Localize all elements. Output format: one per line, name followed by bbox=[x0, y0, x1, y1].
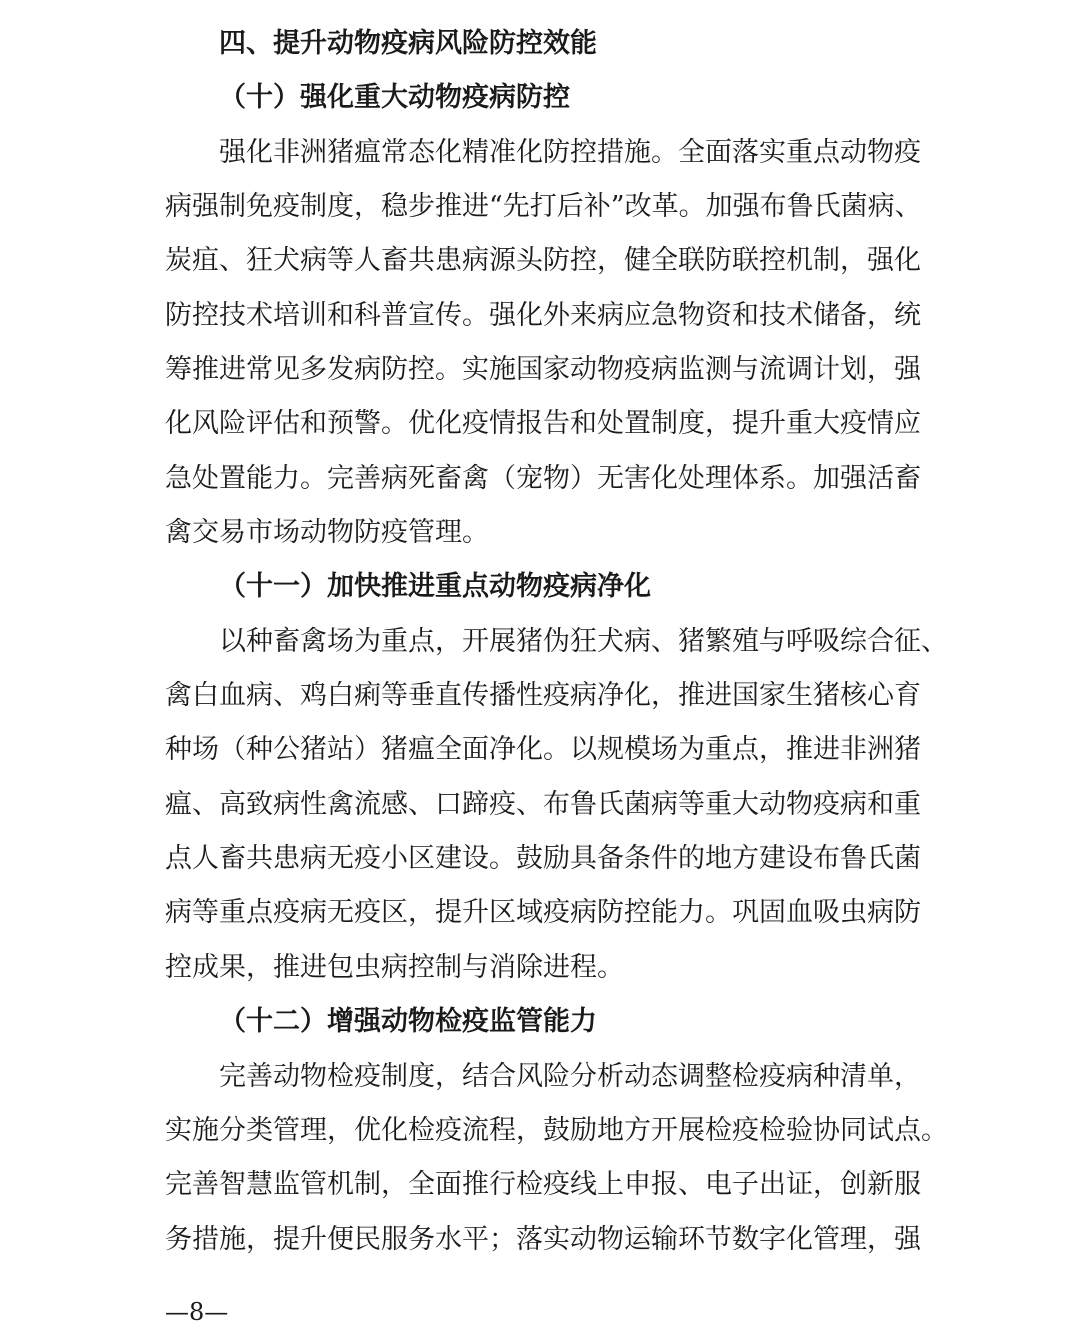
subsection-heading-12: （十二）增强动物检疫监管能力 bbox=[219, 1006, 597, 1037]
subsection-heading-10: （十）强化重大动物疫病防控 bbox=[219, 82, 570, 113]
paragraph-line: 以种畜禽场为重点，开展猪伪狂犬病、猪繁殖与呼吸综合征、 bbox=[219, 626, 948, 657]
paragraph-line: 务措施，提升便民服务水平；落实动物运输环节数字化管理，强 bbox=[165, 1224, 921, 1255]
section-heading: 四、提升动物疫病风险防控效能 bbox=[219, 28, 597, 59]
paragraph-line: 禽白血病、鸡白痢等垂直传播性疫病净化，推进国家生猪核心育 bbox=[165, 680, 921, 711]
paragraph-line: 完善动物检疫制度，结合风险分析动态调整检疫病种清单， bbox=[219, 1061, 921, 1092]
subsection-heading-11: （十一）加快推进重点动物疫病净化 bbox=[219, 571, 651, 602]
page-number: —8— bbox=[165, 1298, 229, 1326]
paragraph-line: 控成果，推进包虫病控制与消除进程。 bbox=[165, 952, 624, 983]
paragraph-line: 瘟、高致病性禽流感、口蹄疫、布鲁氏菌病等重大动物疫病和重 bbox=[165, 789, 921, 820]
paragraph-line: 种场（种公猪站）猪瘟全面净化。以规模场为重点，推进非洲猪 bbox=[165, 734, 921, 765]
paragraph-line: 病强制免疫制度，稳步推进“先打后补”改革。加强布鲁氏菌病、 bbox=[165, 191, 922, 222]
paragraph-line: 强化非洲猪瘟常态化精准化防控措施。全面落实重点动物疫 bbox=[219, 137, 921, 168]
paragraph-line: 完善智慧监管机制，全面推行检疫线上申报、电子出证，创新服 bbox=[165, 1169, 921, 1200]
paragraph-line: 急处置能力。完善病死畜禽（宠物）无害化处理体系。加强活畜 bbox=[165, 463, 921, 494]
paragraph-line: 禽交易市场动物防疫管理。 bbox=[165, 517, 489, 548]
paragraph-line: 点人畜共患病无疫小区建设。鼓励具备条件的地方建设布鲁氏菌 bbox=[165, 843, 921, 874]
paragraph-line: 筹推进常见多发病防控。实施国家动物疫病监测与流调计划，强 bbox=[165, 354, 921, 385]
paragraph-line: 炭疽、狂犬病等人畜共患病源头防控，健全联防联控机制，强化 bbox=[165, 245, 921, 276]
paragraph-line: 病等重点疫病无疫区，提升区域疫病防控能力。巩固血吸虫病防 bbox=[165, 897, 921, 928]
paragraph-line: 防控技术培训和科普宣传。强化外来病应急物资和技术储备，统 bbox=[165, 300, 921, 331]
paragraph-line: 化风险评估和预警。优化疫情报告和处置制度，提升重大疫情应 bbox=[165, 408, 921, 439]
paragraph-line: 实施分类管理，优化检疫流程，鼓励地方开展检疫检验协同试点。 bbox=[165, 1115, 948, 1146]
